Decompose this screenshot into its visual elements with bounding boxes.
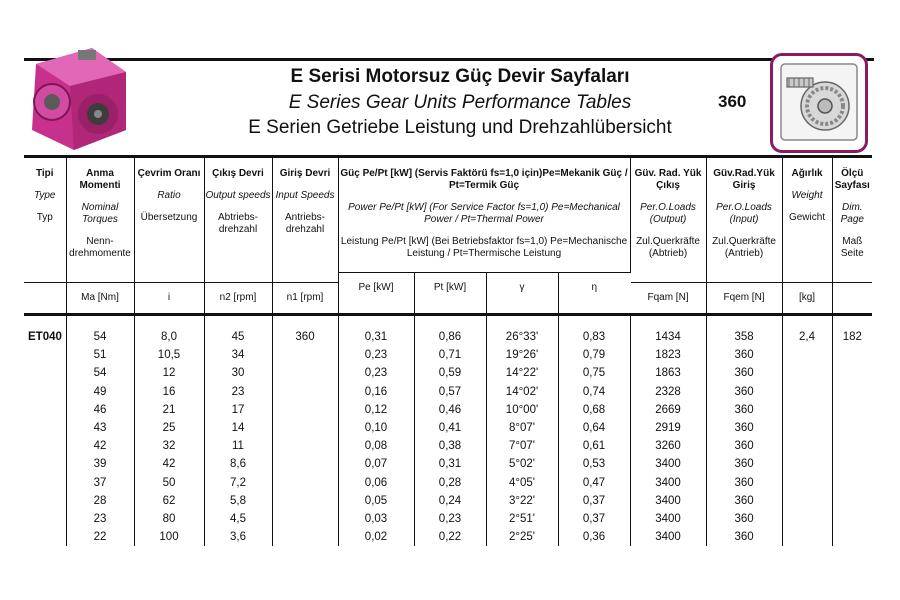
table-cell xyxy=(272,510,338,528)
table-cell xyxy=(832,401,872,419)
table-cell xyxy=(272,437,338,455)
table-cell: 360 xyxy=(706,492,782,510)
table-cell: 8,0 xyxy=(134,328,204,346)
table-cell: 0,83 xyxy=(558,328,630,346)
table-cell: 0,31 xyxy=(338,328,414,346)
table-cell: 3400 xyxy=(630,492,706,510)
table-cell: 0,28 xyxy=(414,474,486,492)
table-cell xyxy=(782,510,832,528)
table-cell: 0,79 xyxy=(558,346,630,364)
table-cell xyxy=(24,455,66,473)
table-cell: 3400 xyxy=(630,510,706,528)
table-cell: 23 xyxy=(66,510,134,528)
table-cell: 3400 xyxy=(630,455,706,473)
table-row xyxy=(24,401,872,419)
table-cell: 0,03 xyxy=(338,510,414,528)
table-cell xyxy=(832,437,872,455)
table-cell xyxy=(832,510,872,528)
table-cell: 28 xyxy=(66,492,134,510)
table-cell xyxy=(832,364,872,382)
table-cell: 1863 xyxy=(630,364,706,382)
table-cell xyxy=(272,346,338,364)
table-cell: 360 xyxy=(706,437,782,455)
col-header-power: Güç Pe/Pt [kW] (Servis Faktörü fs=1,0 için)Pe=Mekanik Güç / Pt=Termik Güç Power Pe/Pt [kW] (For Service Factor fs=1,0) Pe=Mechanical Power / Pt=Thermal Power Leistung Pe/Pt [kW] (Bei Betriebsfaktor fs=1,0) Pe=Mechanische Leistung / Pt=Thermische Leistung xyxy=(338,158,630,273)
table-cell xyxy=(832,492,872,510)
table-row xyxy=(24,455,872,473)
table-cell: 360 xyxy=(706,419,782,437)
table-cell: 0,41 xyxy=(414,419,486,437)
table-cell: 3°22' xyxy=(486,492,558,510)
table-cell xyxy=(24,401,66,419)
table-cell xyxy=(24,510,66,528)
table-cell xyxy=(272,455,338,473)
table-cell: 0,53 xyxy=(558,455,630,473)
table-cell: 360 xyxy=(706,346,782,364)
table-cell: 14°02' xyxy=(486,383,558,401)
table-row xyxy=(24,328,872,346)
table-cell: 360 xyxy=(706,455,782,473)
table-cell: 39 xyxy=(66,455,134,473)
table-cell: 80 xyxy=(134,510,204,528)
table-cell: 0,12 xyxy=(338,401,414,419)
table-cell xyxy=(24,346,66,364)
table-cell: 0,07 xyxy=(338,455,414,473)
table-cell: 10°00' xyxy=(486,401,558,419)
table-cell: 0,37 xyxy=(558,510,630,528)
table-cell: 7°07' xyxy=(486,437,558,455)
table-cell xyxy=(24,419,66,437)
table-cell: 45 xyxy=(204,328,272,346)
table-cell: 4,5 xyxy=(204,510,272,528)
col-header-type: Tipi Type Typ xyxy=(24,158,66,313)
table-cell: 54 xyxy=(66,364,134,382)
table-cell: 0,47 xyxy=(558,474,630,492)
table-cell: 30 xyxy=(204,364,272,382)
table-cell xyxy=(782,401,832,419)
col-header-torque: Anma Momenti Nominal Torques Nenn-drehmomente Ma [Nm] xyxy=(66,158,134,313)
table-cell: 0,06 xyxy=(338,474,414,492)
col-header-output-load: Güv. Rad. Yük Çıkış Per.O.Loads (Output) Zul.Querkräfte (Abtrieb) Fqam [N] xyxy=(630,158,706,313)
table-cell: 360 xyxy=(706,383,782,401)
title-german: E Serien Getriebe Leistung und Drehzahlübersicht xyxy=(248,117,672,138)
table-cell xyxy=(782,383,832,401)
table-cell xyxy=(272,383,338,401)
table-cell: 360 xyxy=(706,401,782,419)
table-cell xyxy=(832,455,872,473)
table-cell: 360 xyxy=(706,528,782,546)
table-cell xyxy=(782,474,832,492)
table-cell: 14 xyxy=(204,419,272,437)
table-cell: 0,64 xyxy=(558,419,630,437)
table-row xyxy=(24,492,872,510)
page-ref-number: 360 xyxy=(718,92,747,111)
table-cell: 32 xyxy=(134,437,204,455)
gear-icon xyxy=(770,53,868,153)
table-cell xyxy=(272,528,338,546)
col-header-dim-page: Ölçü Sayfası Dim. Page Maß Seite xyxy=(832,158,872,313)
table-cell: 5°02' xyxy=(486,455,558,473)
table-cell: 43 xyxy=(66,419,134,437)
table-cell: 3260 xyxy=(630,437,706,455)
table-cell: 8,6 xyxy=(204,455,272,473)
table-cell: 7,2 xyxy=(204,474,272,492)
table-cell: 2328 xyxy=(630,383,706,401)
table-cell xyxy=(832,419,872,437)
table-cell: 3400 xyxy=(630,528,706,546)
table-cell: 0,46 xyxy=(414,401,486,419)
table-cell: 54 xyxy=(66,328,134,346)
table-cell: ET040 xyxy=(24,328,66,346)
col-header-input-speed: Giriş Devri Input Speeds Antriebs-drehzahl n1 [rpm] xyxy=(272,158,338,313)
table-cell: 0,86 xyxy=(414,328,486,346)
table-cell xyxy=(782,492,832,510)
table-cell: 0,02 xyxy=(338,528,414,546)
table-cell: 42 xyxy=(66,437,134,455)
table-cell xyxy=(832,474,872,492)
table-row xyxy=(24,383,872,401)
table-cell: 12 xyxy=(134,364,204,382)
table-cell xyxy=(272,364,338,382)
table-row xyxy=(24,510,872,528)
table-cell: 49 xyxy=(66,383,134,401)
table-cell: 100 xyxy=(134,528,204,546)
table-cell xyxy=(782,528,832,546)
table-cell: 19°26' xyxy=(486,346,558,364)
table-cell: 2°51' xyxy=(486,510,558,528)
table-cell: 0,68 xyxy=(558,401,630,419)
table-cell xyxy=(782,455,832,473)
table-cell xyxy=(782,364,832,382)
table-cell: 23 xyxy=(204,383,272,401)
table-row xyxy=(24,346,872,364)
table-cell: 11 xyxy=(204,437,272,455)
table-cell: 360 xyxy=(706,364,782,382)
table-row xyxy=(24,419,872,437)
table-cell: 42 xyxy=(134,455,204,473)
table-cell: 0,16 xyxy=(338,383,414,401)
table-cell: 0,61 xyxy=(558,437,630,455)
table-cell: 0,24 xyxy=(414,492,486,510)
table-cell: 0,57 xyxy=(414,383,486,401)
table-cell: 51 xyxy=(66,346,134,364)
table-cell: 0,59 xyxy=(414,364,486,382)
table-cell: 360 xyxy=(706,474,782,492)
table-cell: 17 xyxy=(204,401,272,419)
table-cell: 0,23 xyxy=(338,346,414,364)
table-cell: 2919 xyxy=(630,419,706,437)
table-cell xyxy=(832,528,872,546)
table-cell: 0,22 xyxy=(414,528,486,546)
table-cell: 1434 xyxy=(630,328,706,346)
table-row xyxy=(24,528,872,546)
table-cell: 21 xyxy=(134,401,204,419)
table-cell: 0,75 xyxy=(558,364,630,382)
table-cell: 26°33' xyxy=(486,328,558,346)
table-cell: 360 xyxy=(706,510,782,528)
table-cell: 0,08 xyxy=(338,437,414,455)
table-cell xyxy=(272,419,338,437)
table-cell: 62 xyxy=(134,492,204,510)
sub-header-pt: Pt [kW] xyxy=(414,273,486,314)
table-cell: 10,5 xyxy=(134,346,204,364)
table-cell: 25 xyxy=(134,419,204,437)
sub-header-gamma: γ xyxy=(486,273,558,314)
title-english: E Series Gear Units Performance Tables xyxy=(288,92,632,113)
table-cell: 0,23 xyxy=(338,364,414,382)
table-cell xyxy=(272,492,338,510)
col-header-weight: Ağırlık Weight Gewicht [kg] xyxy=(782,158,832,313)
title-turkish: E Serisi Motorsuz Güç Devir Sayfaları xyxy=(290,66,630,87)
table-cell xyxy=(832,346,872,364)
table-cell: 50 xyxy=(134,474,204,492)
table-cell: 37 xyxy=(66,474,134,492)
table-row xyxy=(24,364,872,382)
table-row xyxy=(24,474,872,492)
table-cell: 16 xyxy=(134,383,204,401)
table-cell: 0,37 xyxy=(558,492,630,510)
table-cell: 5,8 xyxy=(204,492,272,510)
table-cell xyxy=(24,383,66,401)
top-rule xyxy=(24,58,874,61)
table-cell: 0,36 xyxy=(558,528,630,546)
table-cell: 8°07' xyxy=(486,419,558,437)
table-cell: 2669 xyxy=(630,401,706,419)
table-cell xyxy=(782,419,832,437)
table-cell: 2,4 xyxy=(782,328,832,346)
table-cell: 0,31 xyxy=(414,455,486,473)
table-cell: 4°05' xyxy=(486,474,558,492)
table-cell: 360 xyxy=(272,328,338,346)
table-cell: 34 xyxy=(204,346,272,364)
table-cell: 3,6 xyxy=(204,528,272,546)
table-cell: 0,05 xyxy=(338,492,414,510)
sub-header-pe: Pe [kW] xyxy=(338,273,414,314)
table-cell xyxy=(782,437,832,455)
table-cell: 46 xyxy=(66,401,134,419)
table-cell xyxy=(24,437,66,455)
table-cell xyxy=(272,474,338,492)
sub-header-eta: η xyxy=(558,273,630,314)
table-cell: 0,71 xyxy=(414,346,486,364)
table-cell: 358 xyxy=(706,328,782,346)
table-cell: 3400 xyxy=(630,474,706,492)
table-cell: 0,23 xyxy=(414,510,486,528)
col-header-input-load: Güv.Rad.Yük Giriş Per.O.Loads (Input) Zul.Querkräfte (Antrieb) Fqem [N] xyxy=(706,158,782,313)
col-header-ratio: Çevrim Oranı Ratio Übersetzung i xyxy=(134,158,204,313)
table-row xyxy=(24,437,872,455)
table-cell: 1823 xyxy=(630,346,706,364)
col-header-output-speed: Çıkış Devri Output speeds Abtriebs-drehzahl n2 [rpm] xyxy=(204,158,272,313)
table-cell xyxy=(832,383,872,401)
table-cell: 0,38 xyxy=(414,437,486,455)
table-cell: 0,10 xyxy=(338,419,414,437)
table-cell xyxy=(24,528,66,546)
table-cell: 14°22' xyxy=(486,364,558,382)
table-cell xyxy=(24,492,66,510)
table-cell xyxy=(24,474,66,492)
table-cell xyxy=(782,346,832,364)
table-cell xyxy=(24,364,66,382)
table-cell: 182 xyxy=(842,331,862,344)
performance-table xyxy=(24,155,872,546)
table-cell: 22 xyxy=(66,528,134,546)
table-cell xyxy=(272,401,338,419)
table-cell: 2°25' xyxy=(486,528,558,546)
table-cell: 0,74 xyxy=(558,383,630,401)
